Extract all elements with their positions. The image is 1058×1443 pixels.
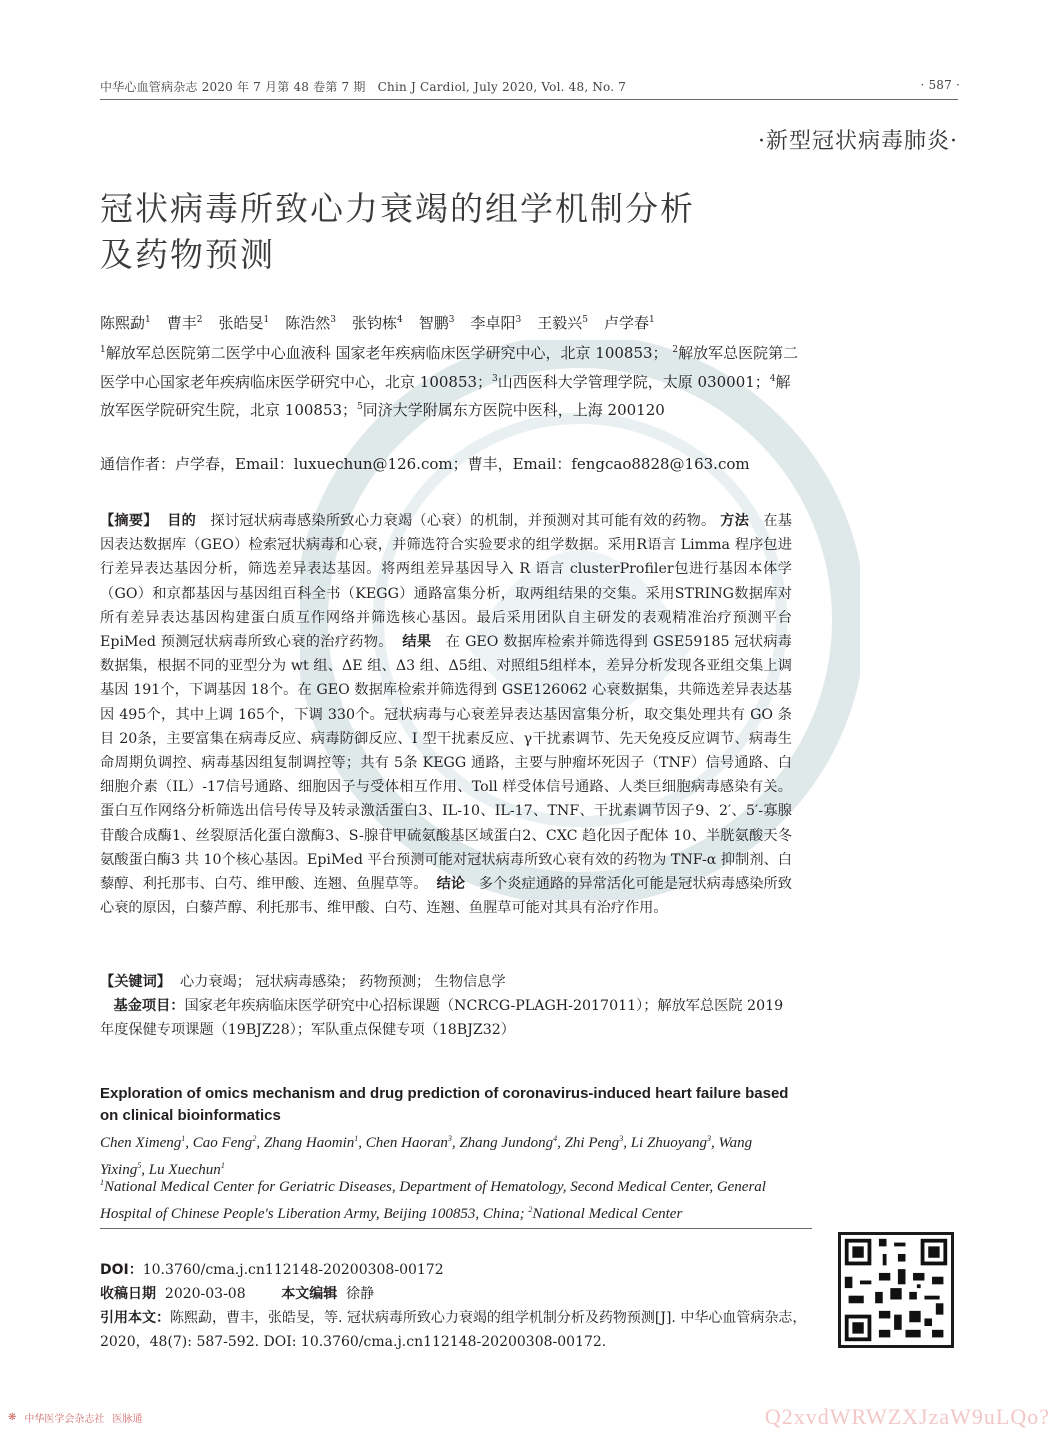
conclusion-text: 多个炎症通路的异常活化可能是冠状病毒感染所致心衰的原因，白藜芦醇、利托那韦、维甲酸、白芍、连翘、鱼腥草可能对其具有治疗作用。: [100, 876, 792, 917]
author: 智鹏$^3$: [418, 314, 455, 332]
affiliation-1: 解放军总医院第二医学中心血液科 国家老年疾病临床医学研究中心，北京 100853；: [105, 344, 668, 362]
english-affiliations: $^1$National Medical Center for Geriatric Diseases, Department of Hematology, Second Medical Center, General Hospital of Chinese People's Liberation Army, Beijing 100853, China; $^2$National Medical Center: [100, 1178, 766, 1222]
citation-line: [100, 1306, 815, 1354]
author: 曹丰$^2$: [166, 314, 203, 332]
affiliation-5: 同济大学附属东方医院中医科，上海 200120: [362, 401, 665, 419]
editor-label: 本文编辑: [281, 1286, 338, 1302]
keywords-text: 心力衰竭； 冠状病毒感染； 药物预测； 生物信息学: [179, 974, 506, 990]
abstract-cn: [100, 509, 792, 920]
publisher-name: 中华医学会杂志社: [24, 1414, 105, 1425]
objective-text: 探讨冠状病毒感染所致心力衰竭（心衰）的机制，并预测对其可能有效的药物。: [210, 513, 716, 529]
article-info: [100, 1258, 815, 1354]
author: 张钧栋$^4$: [352, 314, 403, 332]
author: 张皓旻$^1$: [218, 314, 270, 332]
objective-label: 目的: [167, 513, 197, 529]
abstract-label: 【摘要】: [100, 513, 158, 529]
received-line: [100, 1282, 815, 1306]
received-date: 2020-03-08: [164, 1286, 246, 1302]
citation-text: 陈熙勐，曹丰，张皓旻，等. 冠状病毒所致心力衰竭的组学机制分析及药物预测[J]. 中华心血管病杂志，2020，48(7): 587-592. DOI: 10.3760/cma.j.cn112148-20200308-00172.: [100, 1310, 807, 1350]
corresponding-author: 通信作者：卢学春，Email：luxuechun@126.com；曹丰，Email：fengcao8828@163.com: [100, 455, 750, 473]
section-tag: ·新型冠状病毒肺炎·: [758, 129, 958, 154]
funding-text: 国家老年疾病临床医学研究中心招标课题（NCRCG-PLAGH-2017011）；解放军总医院 2019年度保健专项课题（19BJZ28）；军队重点保健专项（18BJZ32）: [100, 998, 784, 1038]
affiliation-3: 山西医科大学管理学院，太原 030001；: [497, 372, 770, 391]
author: 王毅兴$^5$: [537, 314, 588, 332]
journal-name-en: Chin J Cardiol, July 2020, Vol. 48, No. 7: [377, 80, 627, 94]
header-divider: [100, 99, 958, 100]
english-affiliation-2: National Medical Center: [532, 1205, 683, 1222]
funding: [100, 994, 792, 1042]
english-author: Chen Haoran$^3$: [365, 1134, 452, 1151]
platform-mark: 医脉通: [112, 1414, 143, 1425]
footer-divider: [100, 1228, 812, 1229]
conclusion-label: 结论: [436, 876, 466, 893]
english-author: Chen Ximeng$^1$: [100, 1134, 186, 1151]
english-affiliation-1: National Medical Center for Geriatric Diseases, Department of Hematology, Second Medical Center, General Hospital of Chinese People's Liberation Army, Beijing 100853, China;: [100, 1179, 766, 1222]
doi-value[interactable]: 10.3760/cma.j.cn112148-20200308-00172: [142, 1262, 444, 1278]
english-title: Exploration of omics mechanism and drug prediction of coronavirus-induced heart failure based on clinical bioinformatics: [100, 1085, 789, 1124]
publisher-footer: [8, 1410, 142, 1425]
english-author: Lu Xuechun$^1$: [148, 1160, 225, 1178]
qr-code-icon[interactable]: [838, 1232, 954, 1348]
keywords-cn: [100, 970, 800, 994]
author-list: [100, 312, 860, 333]
received-label: 收稿日期: [100, 1286, 156, 1302]
methods-text: 在基因表达数据库（GEO）检索冠状病毒和心衰，并筛选符合实验要求的组学数据。采用R语言 Limma 程序包进行差异表达基因分析，筛选差异表达基因。将两组差异基因导入 R 语言 clusterProfiler包进行基因本体学（GO）和京都基因与基因组百科全书（KEGG）通路富集分析，取两组结果的交集。采用STRING数据库对所有差异表达基因构建蛋白质互作网络并筛选核心基因。最后采用团队自主研发的表观精准治疗预测平台 EpiMed 预测冠状病毒所致心衰的治疗药物。: [100, 513, 792, 651]
affiliation-2: 解放军总医院第二医学中心国家老年疾病临床医学研究中心，北京 100853；: [100, 344, 799, 391]
keywords-label: 【关键词】: [100, 974, 171, 990]
footer-code: Q2xvdWRWZXJzaW9uLQo?: [764, 1404, 1050, 1429]
running-header: [100, 78, 960, 95]
title-line-2: 及药物预测: [100, 235, 275, 274]
results-label: 结果: [402, 634, 432, 651]
affiliations: $^1$解放军总医院第二医学中心血液科 国家老年疾病临床医学研究中心，北京 100853； $^2$解放军总医院第二医学中心国家老年疾病临床医学研究中心，北京 100853；$^3$山西医科大学管理学院，太原 030001；$^4$解放军医学院研究生院，北京 100853；$^5$同济大学附属东方医院中医科，上海 200120: [100, 344, 799, 419]
author: 李卓阳$^3$: [470, 314, 522, 332]
author: 陈浩然$^3$: [285, 314, 336, 332]
english-author: Zhang Jundong$^4$: [459, 1134, 558, 1151]
journal-citation-line: [100, 78, 626, 95]
journal-name-cn: 中华心血管病杂志 2020 年 7 月第 48 卷第 7 期: [100, 80, 366, 94]
methods-label: 方法: [720, 513, 750, 529]
page-number: · 587 ·: [920, 78, 960, 92]
article-title: [100, 186, 860, 278]
english-author-list: Chen Ximeng$^1$, Cao Feng$^2$, Zhang Haomin$^1$, Chen Haoran$^3$, Zhang Jundong$^4$, Zhi Peng$^3$, Li Zhuoyang$^3$, Wang Yixing$^5$, Lu Xuechun$^1$: [100, 1134, 753, 1178]
editor-name: 徐静: [346, 1286, 375, 1302]
results-text: 在 GEO 数据库检索并筛选得到 GSE59185 冠状病毒数据集，根据不同的亚型分为 wt 组、ΔE 组、Δ3 组、Δ5组、对照组5组样本，差异分析发现各亚组交集上调基因 191个，下调基因 18个。在 GEO 数据库检索并筛选得到 GSE126062 心衰数据集，共筛选差异表达基因 495个，其中上调 165个，下调 330个。冠状病毒与心衰差异表达基因富集分析，取交集处理共有 GO 条目 20条，主要富集在病毒反应、病毒防御反应、Ⅰ 型干扰素反应、γ干扰素调节、先天免疫反应调节、病毒生命周期负调控、病毒基因组复制调控等；共有 5条 KEGG 通路，主要与肿瘤坏死因子（TNF）信号通路、白细胞介素（IL）-17信号通路、细胞因子与受体相互作用、Toll 样受体信号通路、人类巨细胞病毒感染有关。蛋白互作网络分析筛选出信号传导及转录激活蛋白3、IL-10、IL-17、TNF、干扰素调节因子9、2′、5′-寡腺苷酸合成酶1、丝裂原活化蛋白激酶3、S-腺苷甲硫氨酸基区域蛋白2、CXC 趋化因子配体 10、半胱氨酸天冬氨酸蛋白酶3 共 10个核心基因。EpiMed 平台预测可能对冠状病毒所致心衰有效的药物为 TNF-α 抑制剂、白藜醇、利托那韦、白芍、维甲酸、连翘、鱼腥草等。: [100, 634, 792, 893]
title-line-1: 冠状病毒所致心力衰竭的组学机制分析: [100, 189, 695, 228]
affiliation-4: 解放军医学院研究生院，北京 100853；: [100, 372, 791, 419]
citation-label: 引用本文：: [100, 1310, 170, 1326]
english-author: Wang Yixing$^5$: [100, 1135, 753, 1178]
author: 陈熙勐$^1$: [100, 314, 151, 332]
publisher-logo-icon: ❋: [8, 1412, 17, 1423]
english-author: Zhang Haomin$^1$: [263, 1134, 359, 1151]
english-author: Zhi Peng$^3$: [564, 1134, 624, 1151]
english-author: Li Zhuoyang$^3$: [630, 1134, 711, 1151]
funding-label: 基金项目：: [113, 998, 185, 1014]
english-author: Cao Feng$^2$: [192, 1134, 257, 1151]
author: 卢学春$^1$: [604, 314, 655, 332]
doi-label: DOI：: [100, 1262, 143, 1278]
doi-line: [100, 1258, 815, 1282]
